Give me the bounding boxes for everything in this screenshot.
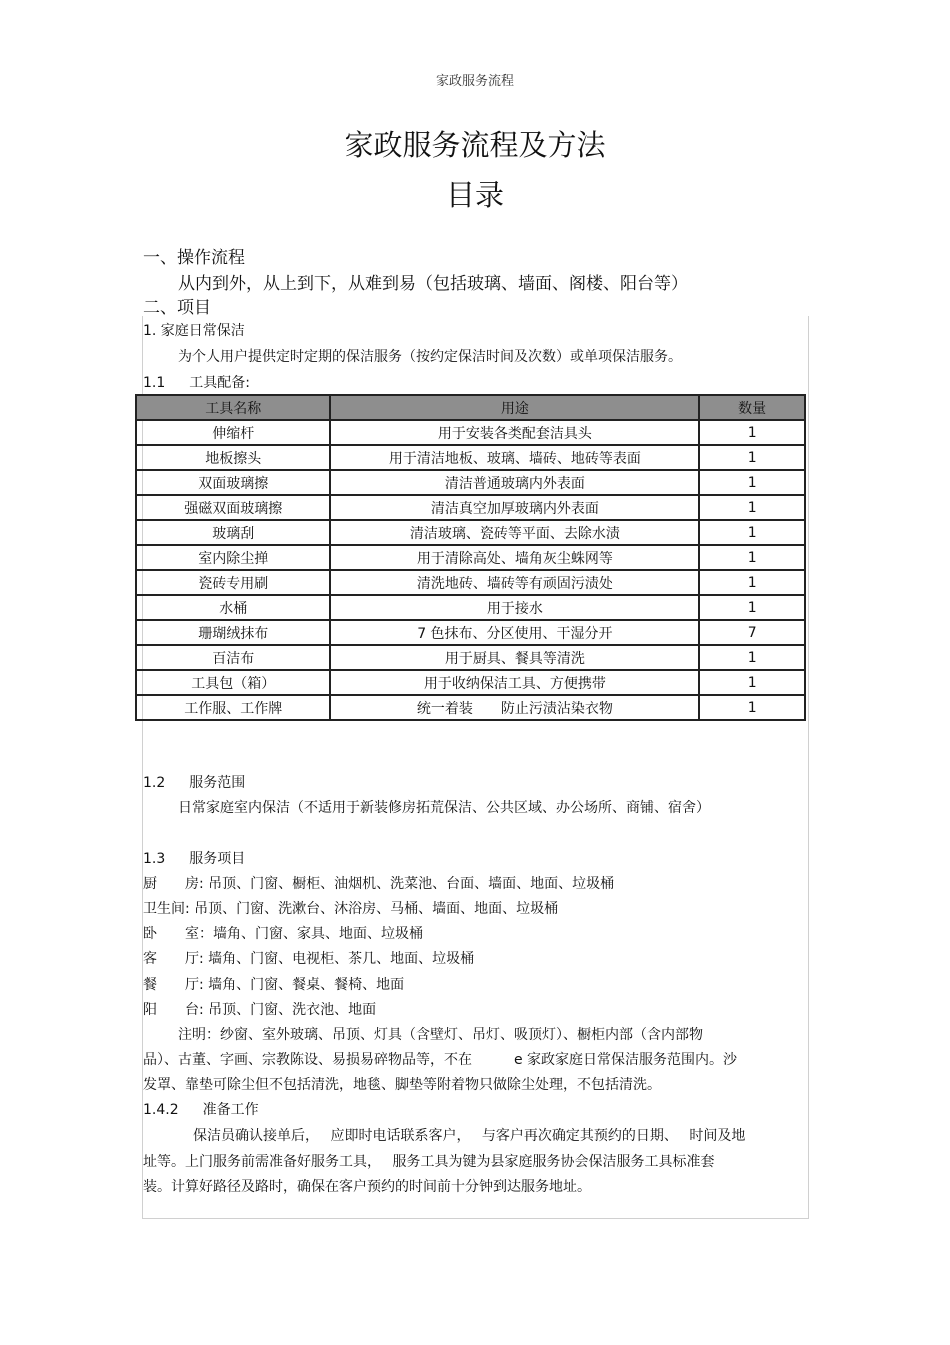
tool-name: 瓷砖专用刷 [136,570,330,595]
prep-line: 址等。上门服务前需准备好服务工具， 服务工具为键为县家庭服务协会保洁服务工具标准套 [143,1154,715,1170]
table-row [136,445,805,470]
tool-quantity: 1 [699,645,805,670]
tool-usage: 用于安装各类配套洁具头 [330,420,699,445]
tool-quantity: 1 [699,445,805,470]
s142-label: 准备工作 [202,1102,259,1118]
s13-label: 服务项目 [189,851,246,867]
tool-name: 水桶 [136,595,330,620]
room-label: 餐 厅: [143,977,204,993]
column-header-name: 工具名称 [136,395,330,420]
tool-name: 工作服、工作牌 [136,695,330,720]
tool-quantity: 1 [699,595,805,620]
table-row [136,420,805,445]
tool-name: 室内除尘掸 [136,545,330,570]
s13-heading [143,848,245,868]
tool-usage: 用于接水 [330,595,699,620]
s142-heading [143,1099,259,1119]
s1-heading: 1. 家庭日常保洁 [143,323,245,339]
room-living-room [143,948,474,968]
room-label: 厨 房: [143,876,204,892]
room-label: 客 厅: [143,951,204,967]
tool-usage: 用于厨具、餐具等清洗 [330,645,699,670]
table-row [136,620,805,645]
tool-name: 伸缩杆 [136,420,330,445]
document-title: 家政服务流程及方法 [344,128,606,162]
table-row [136,570,805,595]
s12-heading [143,772,245,792]
tool-quantity: 1 [699,570,805,595]
section2-heading: 二、项目 [143,298,211,318]
tool-usage: 清洁真空加厚玻璃内外表面 [330,495,699,520]
tool-quantity: 1 [699,695,805,720]
tool-usage: 用于收纳保洁工具、方便携带 [330,670,699,695]
room-kitchen [143,873,614,893]
tool-name: 珊瑚绒抹布 [136,620,330,645]
document-subtitle: 目录 [445,178,504,212]
table-row [136,495,805,520]
page-header: 家政服务流程 [435,74,514,89]
room-balcony [143,999,376,1019]
tool-name: 地板擦头 [136,445,330,470]
table-row [136,670,805,695]
room-items: 吊顶、门窗、橱柜、油烟机、洗菜池、台面、墙面、地面、垃圾桶 [208,876,615,892]
tool-usage: 用于清洁地板、玻璃、墙砖、地砖等表面 [330,445,699,470]
room-items: 吊顶、门窗、洗衣池、地面 [208,1002,377,1018]
room-dining-room [143,974,404,994]
tool-usage: 7 色抹布、分区使用、干湿分开 [330,620,699,645]
tool-quantity: 1 [699,470,805,495]
tool-name: 工具包（箱） [136,670,330,695]
table-row [136,470,805,495]
table-row [136,545,805,570]
tool-name: 双面玻璃擦 [136,470,330,495]
s11-label: 工具配备: [189,375,250,391]
room-label: 卫生间: [143,901,190,917]
room-items: 墙角、门窗、电视柜、茶几、地面、垃圾桶 [208,951,475,967]
table-row [136,645,805,670]
s11-number: 1.1 [143,375,166,391]
note-line: 发罩、靠垫可除尘但不包括清洗，地毯、脚垫等附着物只做除尘处理，不包括清洗。 [143,1077,661,1093]
s11-heading [143,372,250,392]
section1-heading: 一、操作流程 [143,248,245,268]
tool-quantity: 7 [699,620,805,645]
prep-line: 保洁员确认接单后， 应即时电话联系客户， 与客户再次确定其预约的日期、 时间及地 [193,1128,746,1144]
prep-line: 装。计算好路径及路时，确保在客户预约的时间前十分钟到达服务地址。 [143,1179,591,1195]
s12-body: 日常家庭室内保洁（不适用于新装修房拓荒保洁、公共区域、办公场所、商铺、宿舍） [178,800,710,816]
room-label: 阳 台: [143,1002,204,1018]
s12-label: 服务范围 [189,775,246,791]
tool-quantity: 1 [699,520,805,545]
tools-table [135,394,806,721]
note-line: 注明：纱窗、室外玻璃、吊顶、灯具（含壁灯、吊灯、吸顶灯）、橱柜内部（含内部物 [178,1027,703,1043]
section1-body: 从内到外，从上到下，从难到易（包括玻璃、墙面、阁楼、阳台等） [178,274,688,294]
table-row [136,520,805,545]
tool-usage: 用于清除高处、墙角灰尘蛛网等 [330,545,699,570]
tool-name: 强磁双面玻璃擦 [136,495,330,520]
table-header-row [136,395,805,420]
column-header-quantity: 数量 [699,395,805,420]
room-items: 墙角、门窗、餐桌、餐椅、地面 [208,977,405,993]
table-row [136,695,805,720]
room-bedroom [143,923,423,943]
tool-usage: 统一着装 防止污渍沾染衣物 [330,695,699,720]
table-row [136,595,805,620]
room-items: 吊顶、门窗、洗漱台、沐浴房、马桶、墙面、地面、垃圾桶 [194,901,559,917]
tool-name: 百洁布 [136,645,330,670]
room-bathroom [143,898,558,918]
note-line: 品）、古董、字画、宗教陈设、易损易碎物品等，不在 e 家政家庭日常保洁服务范围内。沙 [143,1052,738,1068]
tool-usage: 清洁普通玻璃内外表面 [330,470,699,495]
s12-number: 1.2 [143,775,166,791]
tool-quantity: 1 [699,670,805,695]
tool-usage: 清洗地砖、墙砖等有顽固污渍处 [330,570,699,595]
room-label: 卧 室： [143,926,213,942]
column-header-usage: 用途 [330,395,699,420]
tool-name: 玻璃刮 [136,520,330,545]
s142-number: 1.4.2 [143,1102,179,1118]
s1-body: 为个人用户提供定时定期的保洁服务（按约定保洁时间及次数）或单项保洁服务。 [178,349,682,365]
s13-number: 1.3 [143,851,166,867]
tool-quantity: 1 [699,545,805,570]
tool-usage: 清洁玻璃、瓷砖等平面、去除水渍 [330,520,699,545]
tool-quantity: 1 [699,495,805,520]
room-items: 墙角、门窗、家具、地面、垃圾桶 [213,926,423,942]
tool-quantity: 1 [699,420,805,445]
